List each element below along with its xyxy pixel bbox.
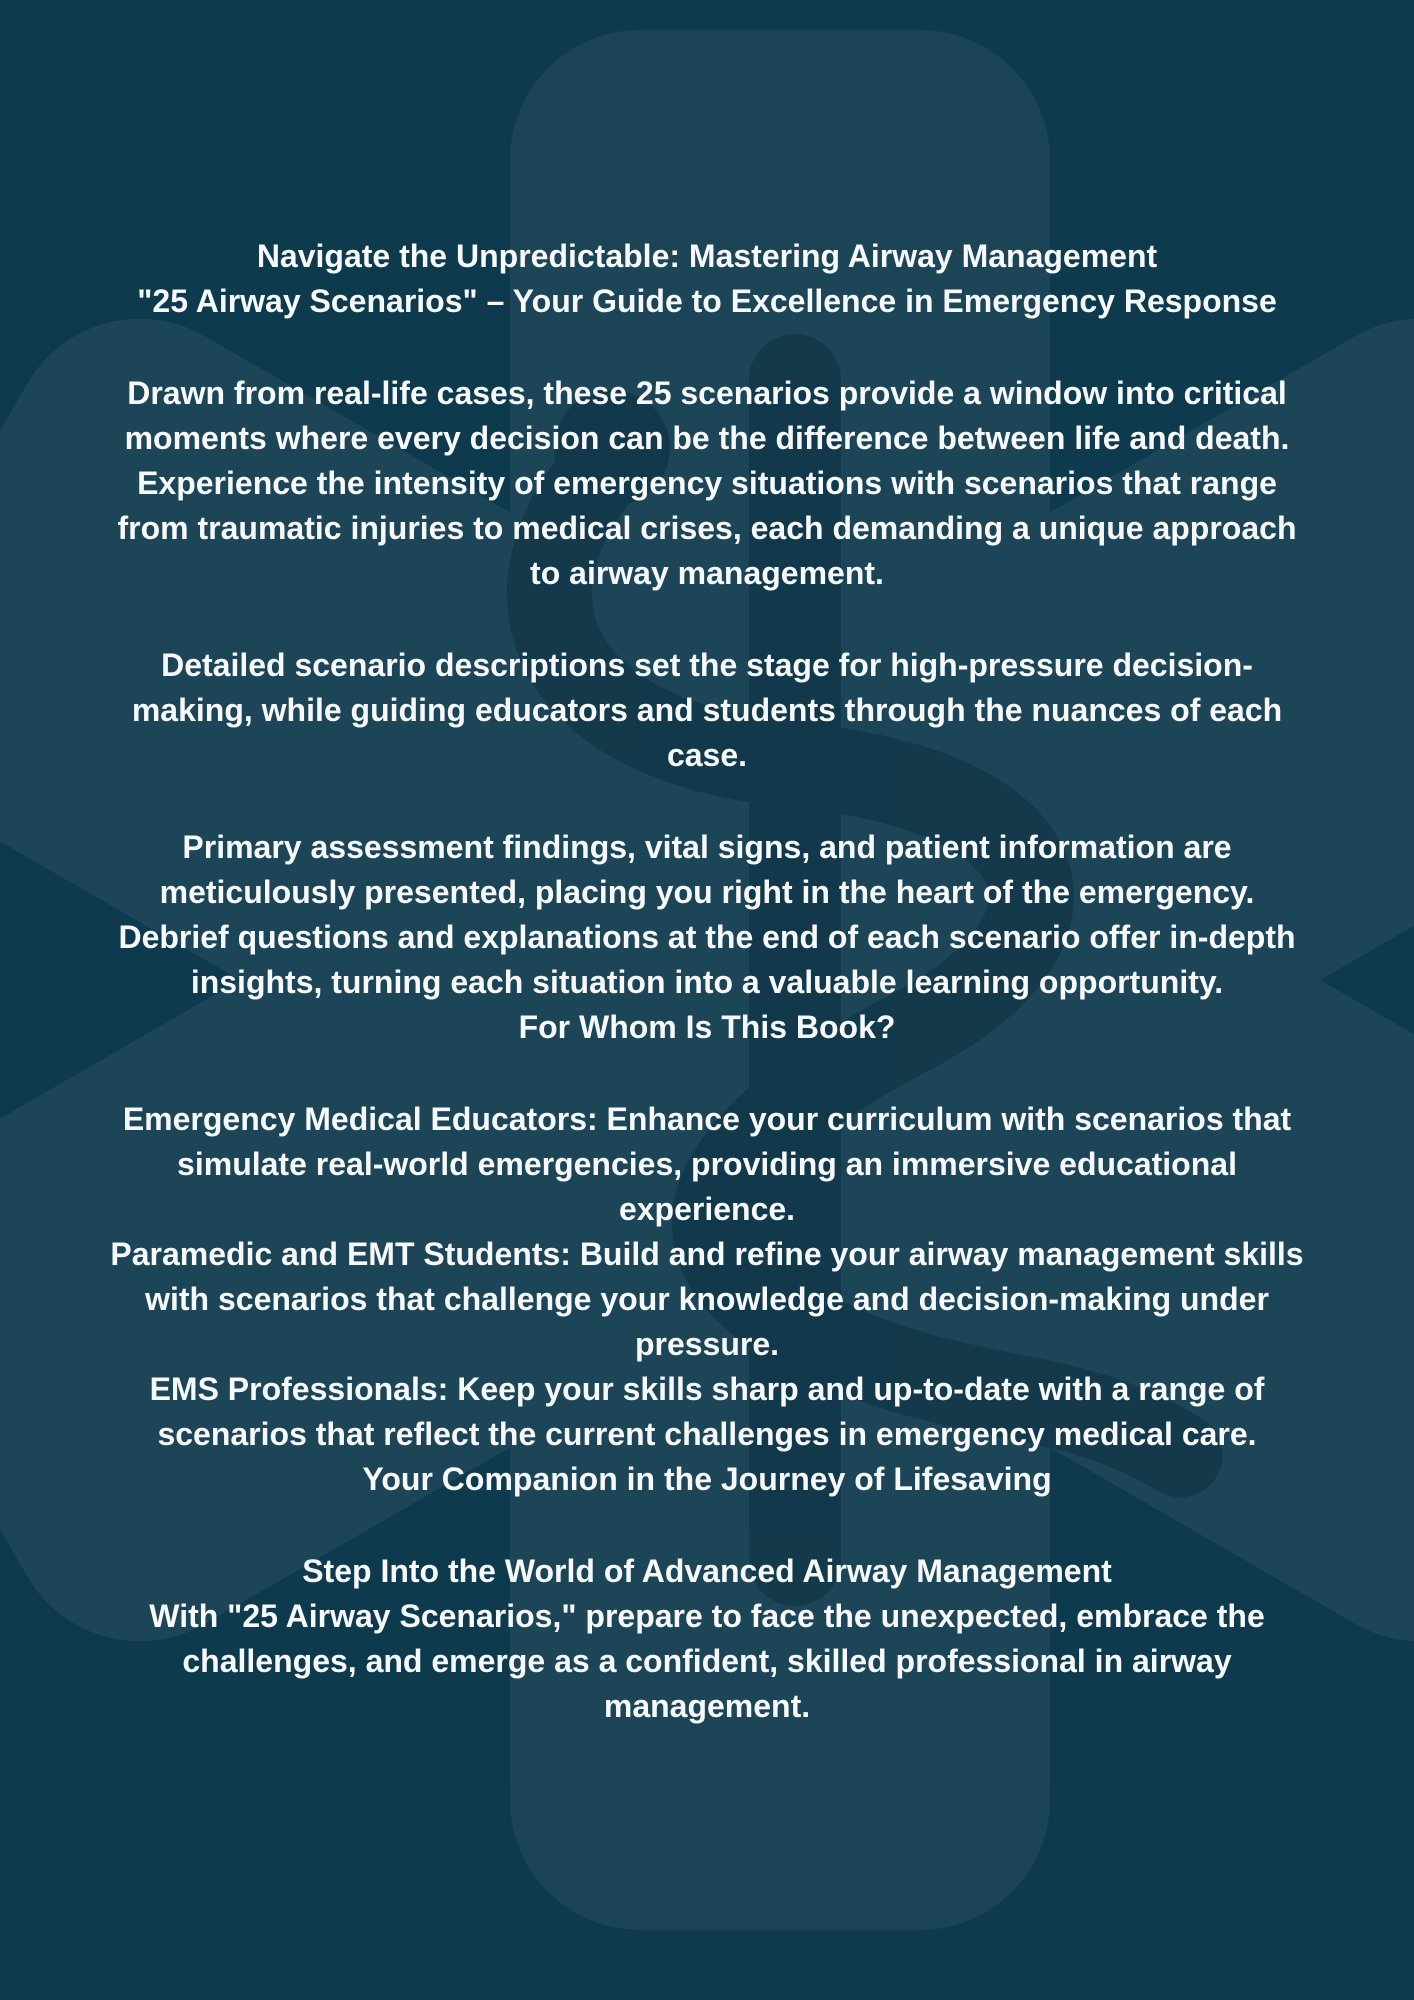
paragraph-line: Emergency Medical Educators: Enhance your curriculum with scenarios that [122,1101,1292,1137]
paragraph-line: pressure. [634,1326,780,1362]
paragraph-line: challenges, and emerge as a confident, skilled professional in airway [182,1643,1232,1679]
paragraph-line: meticulously presented, placing you right in the heart of the emergency. [159,874,1255,910]
title-line: Navigate the Unpredictable: Mastering Airway Management [256,238,1158,274]
paragraph-assessment [0,825,1414,1050]
paragraph-line: Drawn from real-life cases, these 25 scenarios provide a window into critical [127,375,1287,411]
paragraph-line: EMS Professionals: Keep your skills sharp and up-to-date with a range of [149,1371,1265,1407]
paragraph-line: experience. [618,1191,796,1227]
paragraph-closing [0,1549,1414,1729]
paragraph-line: to airway management. [530,555,884,591]
paragraph-line: moments where every decision can be the difference between life and death. [124,420,1290,456]
paragraph-line: insights, turning each situation into a valuable learning opportunity. [190,964,1224,1000]
paragraph-line: from traumatic injuries to medical crises, each demanding a unique approach [117,510,1297,546]
step-into-heading: Step Into the World of Advanced Airway Management [302,1553,1112,1589]
paragraph-line: Paramedic and EMT Students: Build and refine your airway management skills [110,1236,1304,1272]
paragraph-line: simulate real-world emergencies, providing an immersive educational [177,1146,1237,1182]
paragraph-line: making, while guiding educators and students through the nuances of each [131,692,1283,728]
paragraph-line: management. [603,1688,811,1724]
paragraph-overview [0,371,1414,596]
paragraph-line: With "25 Airway Scenarios," prepare to face the unexpected, embrace the [149,1598,1265,1634]
title-block [0,234,1414,324]
paragraph-line: Debrief questions and explanations at the end of each scenario offer in-depth [118,919,1296,955]
companion-heading: Your Companion in the Journey of Lifesaving [362,1461,1052,1497]
paragraph-line: Experience the intensity of emergency situations with scenarios that range [137,465,1277,501]
paragraph-audience [0,1097,1414,1502]
for-whom-heading: For Whom Is This Book? [518,1009,896,1045]
subtitle-line: "25 Airway Scenarios" – Your Guide to Excellence in Emergency Response [137,283,1277,319]
paragraph-line: Detailed scenario descriptions set the stage for high-pressure decision- [161,647,1253,683]
paragraph-line: Primary assessment findings, vital signs, and patient information are [182,829,1232,865]
paragraph-line: case. [666,737,748,773]
paragraph-descriptions [0,643,1414,778]
paragraph-line: with scenarios that challenge your knowledge and decision-making under [145,1281,1269,1317]
body-text [0,234,1414,1729]
paragraph-line: scenarios that reflect the current challenges in emergency medical care. [157,1416,1257,1452]
